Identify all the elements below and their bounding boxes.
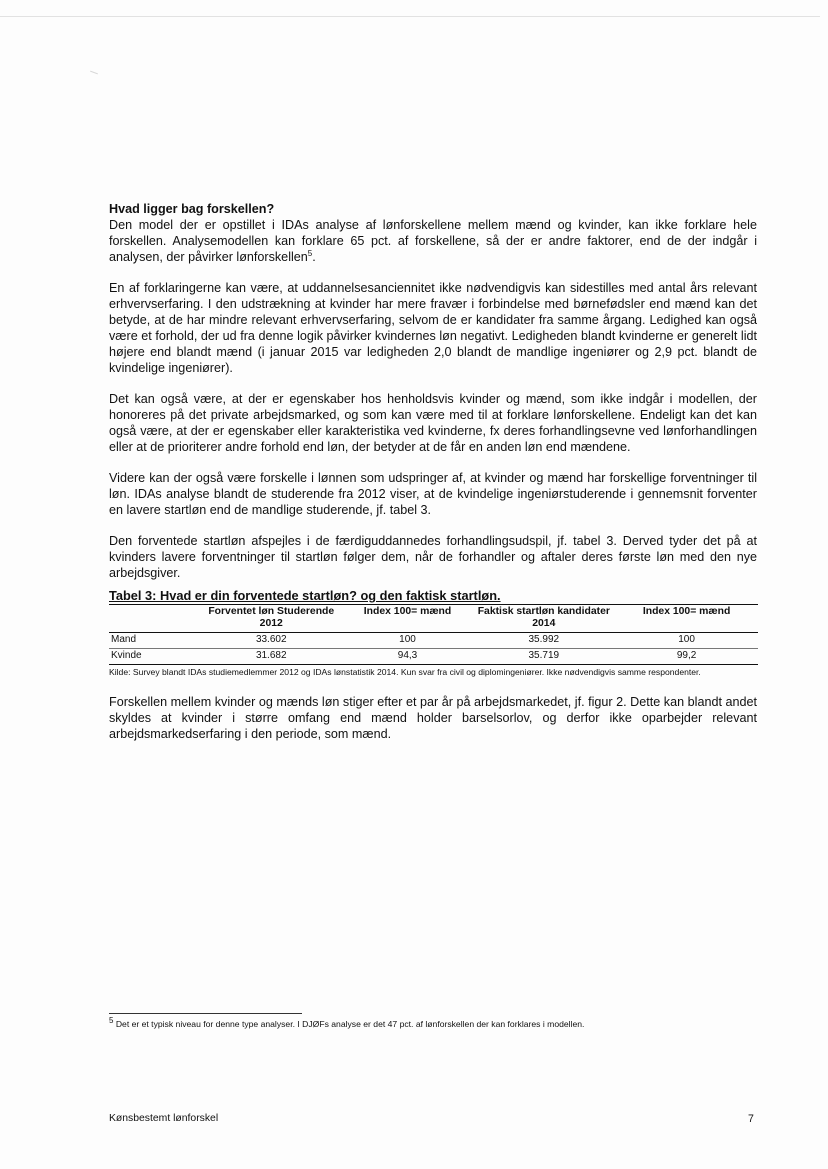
paragraph-2: En af forklaringerne kan være, at uddannelsesanciennitet ikke nødvendigvis kan sidestilles med antal års relevant erhvervserfaring. I den udstrækning at kvinder har mere fravær i forbindelse med børnefødsler end mænd kan det betyde, at de har mindre relevant erhvervserfaring, selvom de er kandidater fra samme årgang. Ledighed kan også være et forhold, der ud fra denne logik påvirker kvindernes løn negativt. Ledigheden blandt kvinderne er generelt lidt højere end blandt mænd (i januar 2015 var ledigheden 2,0 blandt de mandlige ingeniører og 2,9 pct. blandt de kvindelige ingeniører). [109, 281, 757, 375]
footnote-rule [109, 1013, 302, 1014]
footnote-text: Det er et typisk niveau for denne type analyser. I DJØFs analyse er det 47 pct. af lønforskellen der kan forklares i modellen. [113, 1019, 585, 1029]
table-cell: 35.992 [472, 633, 615, 649]
table-cell: 94,3 [343, 649, 473, 665]
table-title: Tabel 3: Hvad er din forventede startløn? og den faktisk startløn. [109, 588, 501, 603]
paragraph-4: Videre kan der også være forskelle i lønnen som udspringer af, at kvinder og mænd har forskellige forventninger til løn. IDAs analyse blandt de studerende fra 2012 viser, at de kvindelige ingeniørstuderende i gennemsnit forventer en lavere startløn end de mandlige studerende, jf. tabel 3. [109, 471, 757, 517]
salary-table [109, 604, 758, 665]
footer-title: Kønsbestemt lønforskel [109, 1113, 219, 1124]
paragraph-1 [109, 217, 757, 265]
table-cell: 99,2 [615, 649, 758, 665]
main-content [109, 201, 757, 757]
table-header-row [109, 605, 758, 633]
closing-paragraph: Forskellen mellem kvinder og mænds løn stiger efter et par år på arbejdsmarkedet, jf. figur 2. Dette kan blandt andet skyldes at kvinder i større omfang end mænd holder barselsorlov, og derfor ikke oparbejder relevant arbejdsmarkedserfaring i den periode, som mænd. [109, 695, 757, 741]
table-cell: 31.682 [200, 649, 343, 665]
top-rule [0, 16, 820, 17]
section-heading: Hvad ligger bag forskellen? [109, 202, 275, 216]
table-header-empty [109, 605, 200, 633]
row-label: Mand [109, 633, 200, 649]
table-header-index-1: Index 100= mænd [363, 606, 452, 617]
table-cell: 100 [615, 633, 758, 649]
paragraph-5: Den forventede startløn afspejles i de færdiguddannedes forhandlingsudspil, jf. tabel 3. Derved tyder det på at kvinders lavere forventninger til startløn følger dem, når de forhandler og aftaler deres første løn med den nye arbejdsgiver. [109, 534, 757, 580]
table-cell: 35.719 [472, 649, 615, 665]
table-row [109, 633, 758, 649]
footnote [109, 1016, 757, 1030]
paragraph-1-text: Den model der er opstillet i IDAs analyse af lønforskellene mellem mænd og kvinder, kan ikke forklare hele forskellen. Analysemodellen kan forklare 65 pct. af forskellene, så der er andre faktorer, end de der indgår i analysen, der påvirker lønforskellen [109, 218, 757, 264]
row-label: Kvinde [109, 649, 200, 665]
table-header-actual: Faktisk startløn kandidater 2014 [477, 606, 610, 629]
footnote-marker: 5 [109, 1016, 114, 1026]
table-row [109, 649, 758, 665]
table-header-index-2: Index 100= mænd [642, 606, 731, 617]
table-cell: 33.602 [200, 633, 343, 649]
footnote-ref[interactable]: 5 [307, 248, 313, 258]
table-header-expected: Forventet løn Studerende 2012 [208, 606, 335, 629]
page-number: 7 [748, 1113, 754, 1125]
scan-speck [90, 71, 98, 75]
table-source-note: Kilde: Survey blandt IDAs studiemedlemmer 2012 og IDAs lønstatistik 2014. Kun svar fra civil og diplomingeniører. Ikke nødvendigvis samme respondenter. [109, 667, 701, 677]
table-cell: 100 [343, 633, 473, 649]
paragraph-1-end: . [312, 250, 316, 264]
paragraph-3: Det kan også være, at der er egenskaber hos henholdsvis kvinder og mænd, som ikke indgår i modellen, der honoreres på det private arbejdsmarked, og som kan være med til at forklare lønforskellene. Endeligt kan det kan også være, at der er egenskaber eller karakteristika ved kvinderne, fx deres forhandlingsevne ved lønforhandlingen eller at de prioriterer andre forhold end løn, der betyder at de får en anden løn end mændene. [109, 392, 757, 454]
